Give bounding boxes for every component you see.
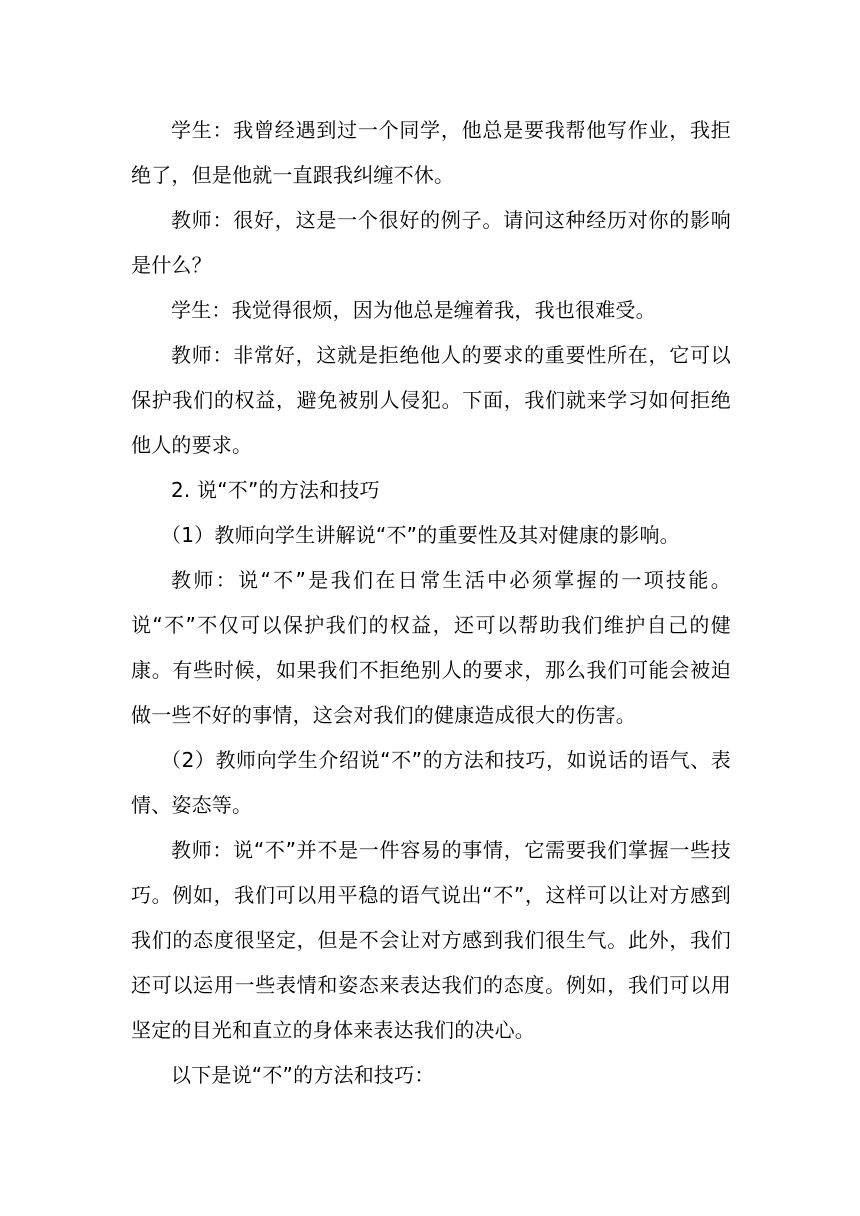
paragraph-student-example: 学生：我曾经遇到过一个同学，他总是要我帮他写作业，我拒绝了，但是他就一直跟我纠缠不休。 [131,118,731,187]
section-heading: 2. 说“不”的方法和技巧 [171,478,380,502]
paragraph-teacher-summary: 教师：非常好，这就是拒绝他人的要求的重要性所在，它可以保护我们的权益，避免被别人侵犯。下面，我们就来学习如何拒绝他人的要求。 [131,343,731,457]
document-body [131,108,731,1098]
list-item-2: （2）教师向学生介绍说“不”的方法和技巧，如说话的语气、表情、姿态等。 [131,748,731,817]
list-item-1: （1）教师向学生讲解说“不”的重要性及其对健康的影响。 [161,523,680,547]
paragraph-teacher-techniques: 教师：说“不”并不是一件容易的事情，它需要我们掌握一些技巧。例如，我们可以用平稳的语气说出“不”，这样可以让对方感到我们的态度很坚定，但是不会让对方感到我们很生气。此外，我们还可以运用一些表情和姿态来表达我们的态度。例如，我们可以用坚定的目光和直立的身体来表达我们的决心。 [131,838,731,1042]
paragraph-intro-list: 以下是说“不”的方法和技巧： [171,1063,435,1087]
paragraph-teacher-question: 教师：很好，这是一个很好的例子。请问这种经历对你的影响是什么？ [131,208,731,277]
paragraph-teacher-importance: 教师：说“不”是我们在日常生活中必须掌握的一项技能。说“不”不仅可以保护我们的权益，还可以帮助我们维护自己的健康。有些时候，如果我们不拒绝别人的要求，那么我们可能会被迫做一些不好的事情，这会对我们的健康造成很大的伤害。 [131,568,731,727]
paragraph-student-answer: 学生：我觉得很烦，因为他总是缠着我，我也很难受。 [171,298,656,322]
